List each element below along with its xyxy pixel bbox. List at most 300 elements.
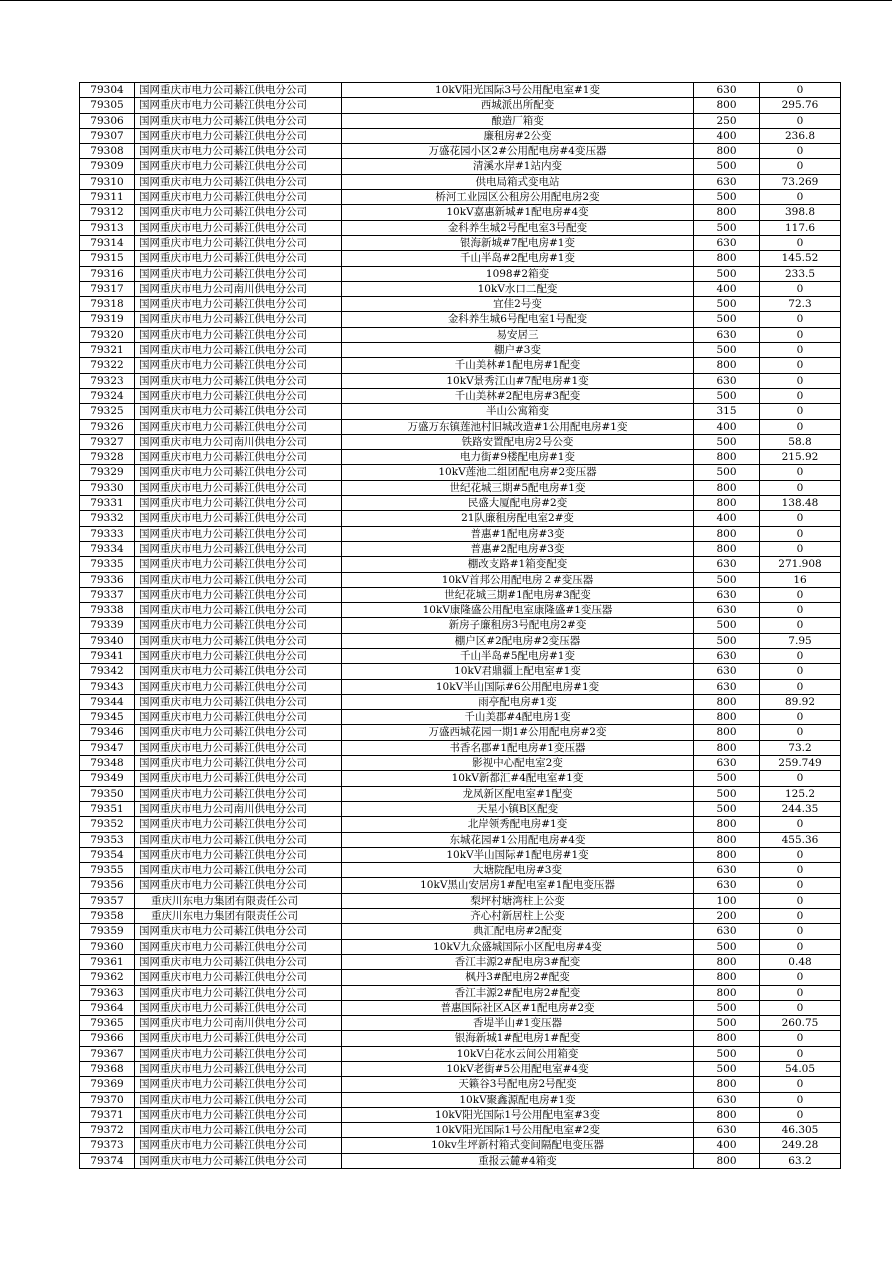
transformer-name-cell: 世纪花城三期#1配电房#3配变 [342,587,694,602]
capacity-cell: 100 [694,893,760,908]
row-id-cell: 79317 [80,281,135,296]
transformer-name-cell: 新房子廉租房3号配电房2#变 [342,618,694,633]
row-id-cell: 79341 [80,648,135,663]
load-cell: 0 [760,373,841,388]
load-cell: 89.92 [760,694,841,709]
company-cell: 国网重庆市电力公司綦江供电分公司 [135,1062,342,1077]
table-row [80,801,841,816]
company-cell: 国网重庆市电力公司綦江供电分公司 [135,358,342,373]
row-id-cell: 79344 [80,694,135,709]
row-id-cell: 79367 [80,1046,135,1061]
table-row [80,327,841,342]
row-id-cell: 79368 [80,1062,135,1077]
company-cell: 国网重庆市电力公司綦江供电分公司 [135,725,342,740]
load-cell: 0 [760,664,841,679]
table-row [80,1092,841,1107]
load-cell: 0 [760,1077,841,1092]
row-id-cell: 79319 [80,312,135,327]
row-id-cell: 79349 [80,771,135,786]
table-row [80,388,841,403]
company-cell: 国网重庆市电力公司綦江供电分公司 [135,159,342,174]
load-cell: 0 [760,1031,841,1046]
table-row [80,190,841,205]
capacity-cell: 800 [694,740,760,755]
company-cell: 国网重庆市电力公司綦江供电分公司 [135,756,342,771]
capacity-cell: 630 [694,756,760,771]
company-cell: 国网重庆市电力公司綦江供电分公司 [135,205,342,220]
load-cell: 0 [760,710,841,725]
row-id-cell: 79352 [80,817,135,832]
capacity-cell: 800 [694,832,760,847]
table-row [80,893,841,908]
transformer-name-cell: 千山半岛#2配电房#1变 [342,251,694,266]
table-row [80,1123,841,1138]
transformer-name-cell: 东城花园#1公用配电房#4变 [342,832,694,847]
table-row [80,373,841,388]
transformer-name-cell: 香江丰源2#配电房3#配变 [342,954,694,969]
load-cell: 0 [760,83,841,98]
company-cell: 国网重庆市电力公司綦江供电分公司 [135,694,342,709]
capacity-cell: 630 [694,648,760,663]
load-cell: 244.35 [760,801,841,816]
company-cell: 国网重庆市电力公司綦江供电分公司 [135,771,342,786]
load-cell: 0 [760,312,841,327]
table-row [80,878,841,893]
row-id-cell: 79322 [80,358,135,373]
row-id-cell: 79329 [80,465,135,480]
table-row [80,128,841,143]
capacity-cell: 500 [694,266,760,281]
row-id-cell: 79343 [80,679,135,694]
load-cell: 215.92 [760,450,841,465]
row-id-cell: 79337 [80,587,135,602]
table-row [80,679,841,694]
company-cell: 国网重庆市电力公司綦江供电分公司 [135,297,342,312]
table-row [80,113,841,128]
table-row [80,939,841,954]
row-id-cell: 79313 [80,220,135,235]
load-cell: 0 [760,618,841,633]
row-id-cell: 79360 [80,939,135,954]
transformer-name-cell: 普惠国际社区A区#1配电房#2变 [342,1000,694,1015]
capacity-cell: 500 [694,939,760,954]
table-row [80,404,841,419]
table-row [80,83,841,98]
load-cell: 0 [760,587,841,602]
transformer-name-cell: 银海新城#7配电房#1变 [342,235,694,250]
capacity-cell: 500 [694,572,760,587]
capacity-cell: 500 [694,786,760,801]
row-id-cell: 79355 [80,863,135,878]
transformer-name-cell: 10kV半山国际#1配电房#1变 [342,847,694,862]
company-cell: 国网重庆市电力公司綦江供电分公司 [135,526,342,541]
row-id-cell: 79346 [80,725,135,740]
load-cell: 72.3 [760,297,841,312]
table-row [80,281,841,296]
capacity-cell: 800 [694,496,760,511]
company-cell: 国网重庆市电力公司綦江供电分公司 [135,465,342,480]
load-cell: 46.305 [760,1123,841,1138]
transformer-name-cell: 北岸领秀配电房#1变 [342,817,694,832]
load-cell: 0 [760,235,841,250]
company-cell: 国网重庆市电力公司綦江供电分公司 [135,327,342,342]
row-id-cell: 79326 [80,419,135,434]
table-row [80,985,841,1000]
row-id-cell: 79320 [80,327,135,342]
company-cell: 国网重庆市电力公司綦江供电分公司 [135,1123,342,1138]
table-row [80,98,841,113]
capacity-cell: 800 [694,817,760,832]
row-id-cell: 79362 [80,970,135,985]
load-cell: 0 [760,388,841,403]
row-id-cell: 79325 [80,404,135,419]
table-row [80,312,841,327]
transformer-name-cell: 10kV君鼎疆上配电室#1变 [342,664,694,679]
capacity-cell: 800 [694,541,760,556]
row-id-cell: 79307 [80,128,135,143]
company-cell: 国网重庆市电力公司綦江供电分公司 [135,1077,342,1092]
capacity-cell: 800 [694,1077,760,1092]
row-id-cell: 79335 [80,557,135,572]
capacity-cell: 400 [694,281,760,296]
transformer-name-cell: 天星小镇B区配变 [342,801,694,816]
company-cell: 国网重庆市电力公司綦江供电分公司 [135,1046,342,1061]
table-row [80,710,841,725]
row-id-cell: 79347 [80,740,135,755]
transformer-name-cell: 书香名郡#1配电房#1变压器 [342,740,694,755]
row-id-cell: 79366 [80,1031,135,1046]
transformer-name-cell: 大塘院配电房#3变 [342,863,694,878]
table-row [80,434,841,449]
capacity-cell: 250 [694,113,760,128]
table-row [80,511,841,526]
row-id-cell: 79348 [80,756,135,771]
row-id-cell: 79356 [80,878,135,893]
company-cell: 重庆川东电力集团有限责任公司 [135,909,342,924]
company-cell: 国网重庆市电力公司綦江供电分公司 [135,480,342,495]
transformer-name-cell: 10kV景秀江山#7配电房#1变 [342,373,694,388]
company-cell: 国网重庆市电力公司綦江供电分公司 [135,128,342,143]
row-id-cell: 79370 [80,1092,135,1107]
transformer-name-cell: 万盛西城花园一期1#公用配电房#2变 [342,725,694,740]
capacity-cell: 800 [694,1153,760,1168]
load-cell: 0 [760,648,841,663]
company-cell: 国网重庆市电力公司綦江供电分公司 [135,1000,342,1015]
company-cell: 国网重庆市电力公司綦江供电分公司 [135,664,342,679]
capacity-cell: 500 [694,312,760,327]
capacity-cell: 500 [694,297,760,312]
table-row [80,220,841,235]
load-cell: 0 [760,878,841,893]
company-cell: 国网重庆市电力公司綦江供电分公司 [135,235,342,250]
transformer-name-cell: 金科养生城6号配电室1号配变 [342,312,694,327]
capacity-cell: 630 [694,664,760,679]
transformer-name-cell: 10kV首邦公用配电房２#变压器 [342,572,694,587]
table-row [80,817,841,832]
capacity-cell: 400 [694,1138,760,1153]
row-id-cell: 79309 [80,159,135,174]
transformer-name-cell: 民盛大厦配电房#2变 [342,496,694,511]
load-cell: 0 [760,480,841,495]
company-cell: 国网重庆市电力公司綦江供电分公司 [135,985,342,1000]
transformer-name-cell: 世纪花城三期#5配电房#1变 [342,480,694,495]
table-row [80,847,841,862]
table-row [80,618,841,633]
capacity-cell: 500 [694,1016,760,1031]
company-cell: 国网重庆市电力公司綦江供电分公司 [135,1031,342,1046]
row-id-cell: 79330 [80,480,135,495]
transformer-name-cell: 清溪水岸#1站内变 [342,159,694,174]
row-id-cell: 79328 [80,450,135,465]
table-row [80,1031,841,1046]
company-cell: 国网重庆市电力公司綦江供电分公司 [135,817,342,832]
load-cell: 0 [760,847,841,862]
transformer-name-cell: 10kV半山国际#6公用配电房#1变 [342,679,694,694]
transformer-table [79,82,841,1169]
table-row [80,465,841,480]
capacity-cell: 500 [694,190,760,205]
row-id-cell: 79342 [80,664,135,679]
row-id-cell: 79364 [80,1000,135,1015]
transformer-name-cell: 10kV莲池二组团配电房#2变压器 [342,465,694,480]
capacity-cell: 630 [694,603,760,618]
transformer-name-cell: 酿造厂箱变 [342,113,694,128]
capacity-cell: 630 [694,373,760,388]
row-id-cell: 79305 [80,98,135,113]
company-cell: 国网重庆市电力公司綦江供电分公司 [135,924,342,939]
company-cell: 国网重庆市电力公司綦江供电分公司 [135,648,342,663]
company-cell: 国网重庆市电力公司綦江供电分公司 [135,618,342,633]
capacity-cell: 500 [694,1046,760,1061]
load-cell: 0 [760,1000,841,1015]
capacity-cell: 800 [694,985,760,1000]
company-cell: 国网重庆市电力公司綦江供电分公司 [135,83,342,98]
transformer-name-cell: 廉租房#2公变 [342,128,694,143]
company-cell: 国网重庆市电力公司綦江供电分公司 [135,710,342,725]
table-row [80,541,841,556]
table-row [80,1077,841,1092]
capacity-cell: 500 [694,220,760,235]
row-id-cell: 79372 [80,1123,135,1138]
transformer-name-cell: 齐心村新居柱上公变 [342,909,694,924]
transformer-name-cell: 10kV嘉惠新城#1配电房#4变 [342,205,694,220]
capacity-cell: 800 [694,251,760,266]
table-row [80,343,841,358]
transformer-name-cell: 易安居三 [342,327,694,342]
transformer-name-cell: 棚改支路#1箱变配变 [342,557,694,572]
company-cell: 国网重庆市电力公司綦江供电分公司 [135,1092,342,1107]
capacity-cell: 630 [694,83,760,98]
capacity-cell: 500 [694,801,760,816]
row-id-cell: 79371 [80,1107,135,1122]
transformer-name-cell: 10kV阳光国际3号公用配电室#1变 [342,83,694,98]
table-row [80,1138,841,1153]
load-cell: 0 [760,281,841,296]
capacity-cell: 500 [694,465,760,480]
company-cell: 国网重庆市电力公司綦江供电分公司 [135,98,342,113]
load-cell: 455.36 [760,832,841,847]
capacity-cell: 630 [694,174,760,189]
company-cell: 国网重庆市电力公司綦江供电分公司 [135,1138,342,1153]
load-cell: 0 [760,679,841,694]
company-cell: 国网重庆市电力公司綦江供电分公司 [135,496,342,511]
company-cell: 国网重庆市电力公司綦江供电分公司 [135,939,342,954]
transformer-name-cell: 枫丹3#配电房2#配变 [342,970,694,985]
load-cell: 0 [760,343,841,358]
capacity-cell: 800 [694,970,760,985]
capacity-cell: 800 [694,205,760,220]
transformer-name-cell: 电力街#9楼配电房#1变 [342,450,694,465]
table-row [80,725,841,740]
capacity-cell: 500 [694,618,760,633]
table-row [80,480,841,495]
table-row [80,740,841,755]
load-cell: 0 [760,541,841,556]
load-cell: 295.76 [760,98,841,113]
load-cell: 0 [760,909,841,924]
table-row [80,633,841,648]
load-cell: 0 [760,190,841,205]
load-cell: 0 [760,419,841,434]
load-cell: 54.05 [760,1062,841,1077]
transformer-name-cell: 供电局箱式变电站 [342,174,694,189]
company-cell: 国网重庆市电力公司綦江供电分公司 [135,587,342,602]
table-row [80,358,841,373]
load-cell: 16 [760,572,841,587]
load-cell: 0 [760,725,841,740]
company-cell: 国网重庆市电力公司綦江供电分公司 [135,557,342,572]
company-cell: 国网重庆市电力公司綦江供电分公司 [135,572,342,587]
company-cell: 国网重庆市电力公司綦江供电分公司 [135,419,342,434]
page-top-rule [0,0,892,1]
table-row [80,1016,841,1031]
load-cell: 0 [760,159,841,174]
capacity-cell: 630 [694,1123,760,1138]
company-cell: 国网重庆市电力公司南川供电分公司 [135,801,342,816]
table-row [80,297,841,312]
load-cell: 0 [760,144,841,159]
transformer-name-cell: 10kV康隆盛公用配电室康隆盛#1变压器 [342,603,694,618]
capacity-cell: 800 [694,480,760,495]
capacity-cell: 500 [694,771,760,786]
row-id-cell: 79316 [80,266,135,281]
capacity-cell: 315 [694,404,760,419]
table-row [80,144,841,159]
load-cell: 0 [760,1092,841,1107]
company-cell: 国网重庆市电力公司綦江供电分公司 [135,878,342,893]
transformer-name-cell: 雨亭配电房#1变 [342,694,694,709]
capacity-cell: 630 [694,557,760,572]
table-row [80,924,841,939]
transformer-name-cell: 10kv生坪新村箱式变间隔配电变压器 [342,1138,694,1153]
capacity-cell: 630 [694,235,760,250]
capacity-cell: 400 [694,128,760,143]
table-row [80,526,841,541]
row-id-cell: 79354 [80,847,135,862]
capacity-cell: 500 [694,633,760,648]
transformer-name-cell: 宜佳2号变 [342,297,694,312]
capacity-cell: 630 [694,878,760,893]
row-id-cell: 79308 [80,144,135,159]
row-id-cell: 79338 [80,603,135,618]
table-row [80,603,841,618]
capacity-cell: 800 [694,1107,760,1122]
transformer-name-cell: 10kV黑山安居房1#配电室#1配电变压器 [342,878,694,893]
load-cell: 117.6 [760,220,841,235]
load-cell: 259.749 [760,756,841,771]
transformer-name-cell: 梨坪村塘湾柱上公变 [342,893,694,908]
table-row [80,786,841,801]
row-id-cell: 79373 [80,1138,135,1153]
table-row [80,587,841,602]
table-row [80,909,841,924]
transformer-name-cell: 千山半岛#5配电房#1变 [342,648,694,663]
capacity-cell: 630 [694,679,760,694]
capacity-cell: 400 [694,511,760,526]
row-id-cell: 79306 [80,113,135,128]
company-cell: 重庆川东电力集团有限责任公司 [135,893,342,908]
load-cell: 0 [760,817,841,832]
row-id-cell: 79358 [80,909,135,924]
load-cell: 0 [760,924,841,939]
table-row [80,1107,841,1122]
load-cell: 0 [760,526,841,541]
capacity-cell: 500 [694,434,760,449]
transformer-name-cell: 万盛花园小区2#公用配电房#4变压器 [342,144,694,159]
company-cell: 国网重庆市电力公司綦江供电分公司 [135,312,342,327]
table-row [80,648,841,663]
table-row [80,159,841,174]
load-cell: 0 [760,970,841,985]
table-row [80,450,841,465]
capacity-cell: 800 [694,694,760,709]
row-id-cell: 79350 [80,786,135,801]
company-cell: 国网重庆市电力公司綦江供电分公司 [135,266,342,281]
transformer-name-cell: 千山美林#1配电房#1配变 [342,358,694,373]
transformer-name-cell: 香堤半山#1变压器 [342,1016,694,1031]
row-id-cell: 79314 [80,235,135,250]
row-id-cell: 79323 [80,373,135,388]
row-id-cell: 79304 [80,83,135,98]
company-cell: 国网重庆市电力公司綦江供电分公司 [135,404,342,419]
capacity-cell: 800 [694,358,760,373]
load-cell: 0 [760,113,841,128]
row-id-cell: 79336 [80,572,135,587]
transformer-name-cell: 银海新城1#配电房1#配变 [342,1031,694,1046]
company-cell: 国网重庆市电力公司綦江供电分公司 [135,970,342,985]
load-cell: 0 [760,863,841,878]
company-cell: 国网重庆市电力公司綦江供电分公司 [135,954,342,969]
load-cell: 0 [760,511,841,526]
capacity-cell: 630 [694,1092,760,1107]
company-cell: 国网重庆市电力公司綦江供电分公司 [135,1107,342,1122]
table-row [80,863,841,878]
load-cell: 236.8 [760,128,841,143]
load-cell: 0 [760,465,841,480]
table-row [80,756,841,771]
transformer-name-cell: 半山公寓箱变 [342,404,694,419]
company-cell: 国网重庆市电力公司綦江供电分公司 [135,144,342,159]
table-row [80,572,841,587]
capacity-cell: 500 [694,343,760,358]
transformer-name-cell: 天籁谷3号配电房2号配变 [342,1077,694,1092]
row-id-cell: 79334 [80,541,135,556]
load-cell: 58.8 [760,434,841,449]
row-id-cell: 79345 [80,710,135,725]
load-cell: 0 [760,939,841,954]
load-cell: 398.8 [760,205,841,220]
row-id-cell: 79332 [80,511,135,526]
